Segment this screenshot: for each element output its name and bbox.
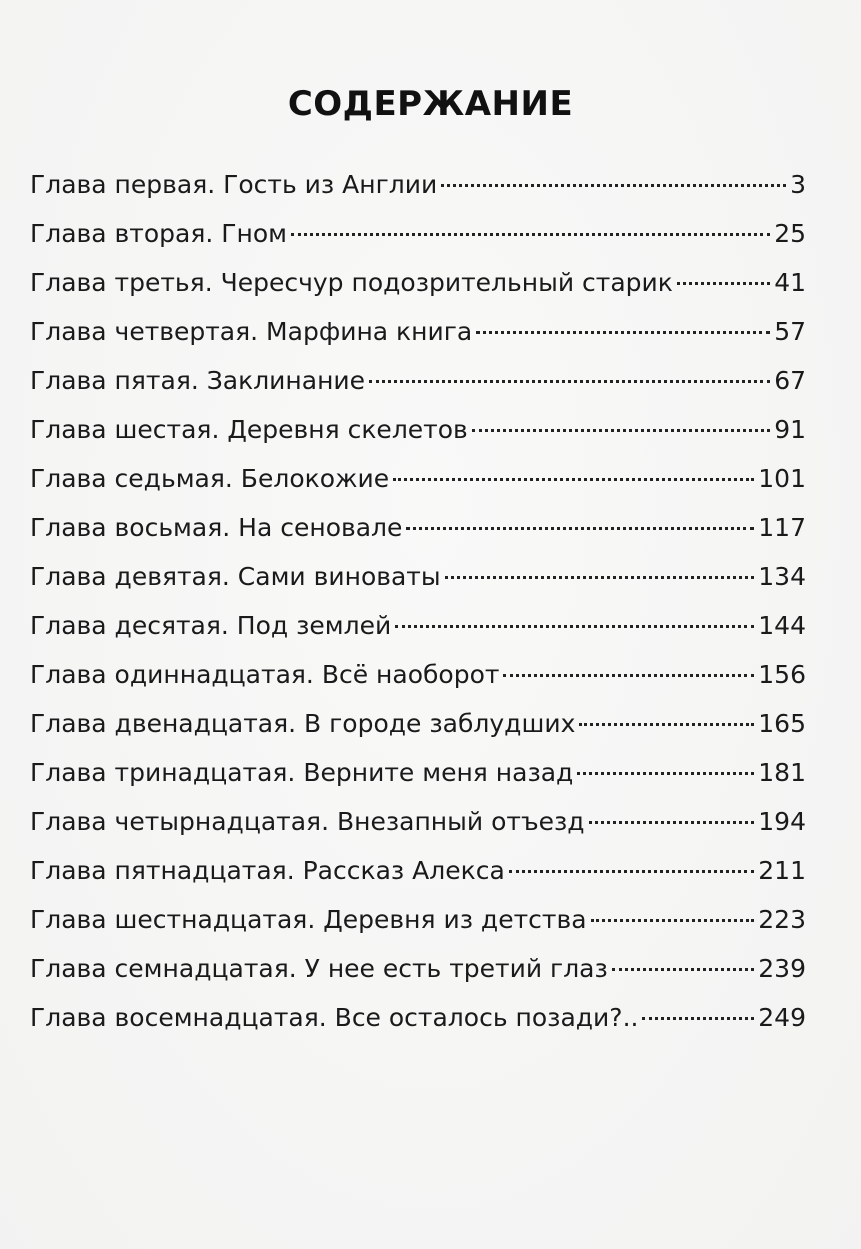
page-number: 134 [758, 562, 806, 591]
toc-entry[interactable] [30, 895, 806, 944]
chapter-title: Глава одиннадцатая. Всё наоборот [30, 660, 500, 689]
dot-leader [591, 919, 755, 922]
toc-entry[interactable] [30, 405, 806, 454]
page-number: 144 [758, 611, 806, 640]
dot-leader [445, 576, 755, 579]
page-number: 117 [758, 513, 806, 542]
toc-entry[interactable] [30, 454, 806, 503]
page-number: 249 [758, 1003, 806, 1032]
dot-leader [509, 870, 755, 873]
chapter-title: Глава первая. Гость из Англии [30, 170, 438, 199]
page-number: 25 [774, 219, 806, 248]
chapter-title: Глава четырнадцатая. Внезапный отъезд [30, 807, 585, 836]
page-number: 101 [758, 464, 806, 493]
page-number: 239 [758, 954, 806, 983]
page-number: 223 [758, 905, 806, 934]
dot-leader [579, 723, 754, 726]
dot-leader [395, 625, 754, 628]
chapter-title: Глава тринадцатая. Верните меня назад [30, 758, 574, 787]
page-number: 41 [774, 268, 806, 297]
toc-entry[interactable] [30, 944, 806, 993]
page-number: 211 [758, 856, 806, 885]
dot-leader [642, 1017, 754, 1020]
page-number: 67 [774, 366, 806, 395]
toc-entry[interactable] [30, 650, 806, 699]
chapter-title: Глава шестнадцатая. Деревня из детства [30, 905, 587, 934]
chapter-title: Глава седьмая. Белокожие [30, 464, 390, 493]
toc-entry[interactable] [30, 601, 806, 650]
table-of-contents [30, 160, 806, 1042]
chapter-title: Глава девятая. Сами виноваты [30, 562, 441, 591]
toc-entry[interactable] [30, 503, 806, 552]
dot-leader [441, 184, 786, 187]
chapter-title: Глава двенадцатая. В городе заблудших [30, 709, 576, 738]
dot-leader [612, 968, 754, 971]
toc-entry[interactable] [30, 258, 806, 307]
toc-entry[interactable] [30, 209, 806, 258]
toc-entry[interactable] [30, 307, 806, 356]
page-title: СОДЕРЖАНИЕ [287, 84, 574, 124]
chapter-title: Глава десятая. Под землей [30, 611, 392, 640]
dot-leader [393, 478, 754, 481]
toc-entry[interactable] [30, 846, 806, 895]
dot-leader [589, 821, 755, 824]
toc-entry[interactable] [30, 797, 806, 846]
dot-leader [291, 233, 770, 236]
chapter-title: Глава пятая. Заклинание [30, 366, 366, 395]
chapter-title: Глава восьмая. На сеновале [30, 513, 403, 542]
toc-entry[interactable] [30, 748, 806, 797]
toc-entry[interactable] [30, 552, 806, 601]
page-number: 91 [774, 415, 806, 444]
dot-leader [503, 674, 754, 677]
chapter-title: Глава третья. Чересчур подозрительный старик [30, 268, 673, 297]
page-number: 194 [758, 807, 806, 836]
page-number: 165 [758, 709, 806, 738]
page-number: 181 [758, 758, 806, 787]
page-number: 3 [790, 170, 806, 199]
dot-leader [472, 429, 770, 432]
toc-entry[interactable] [30, 993, 806, 1042]
page-number: 57 [774, 317, 806, 346]
chapter-title: Глава шестая. Деревня скелетов [30, 415, 468, 444]
dot-leader [677, 282, 770, 285]
chapter-title: Глава восемнадцатая. Все осталось позади?.. [30, 1003, 639, 1032]
chapter-title: Глава вторая. Гном [30, 219, 288, 248]
toc-entry[interactable] [30, 356, 806, 405]
page-number: 156 [758, 660, 806, 689]
chapter-title: Глава семнадцатая. У нее есть третий глаз [30, 954, 608, 983]
chapter-title: Глава четвертая. Марфина книга [30, 317, 473, 346]
dot-leader [577, 772, 754, 775]
chapter-title: Глава пятнадцатая. Рассказ Алекса [30, 856, 505, 885]
dot-leader [369, 380, 770, 383]
dot-leader [476, 331, 770, 334]
toc-entry[interactable] [30, 699, 806, 748]
dot-leader [406, 527, 754, 530]
toc-entry[interactable] [30, 160, 806, 209]
